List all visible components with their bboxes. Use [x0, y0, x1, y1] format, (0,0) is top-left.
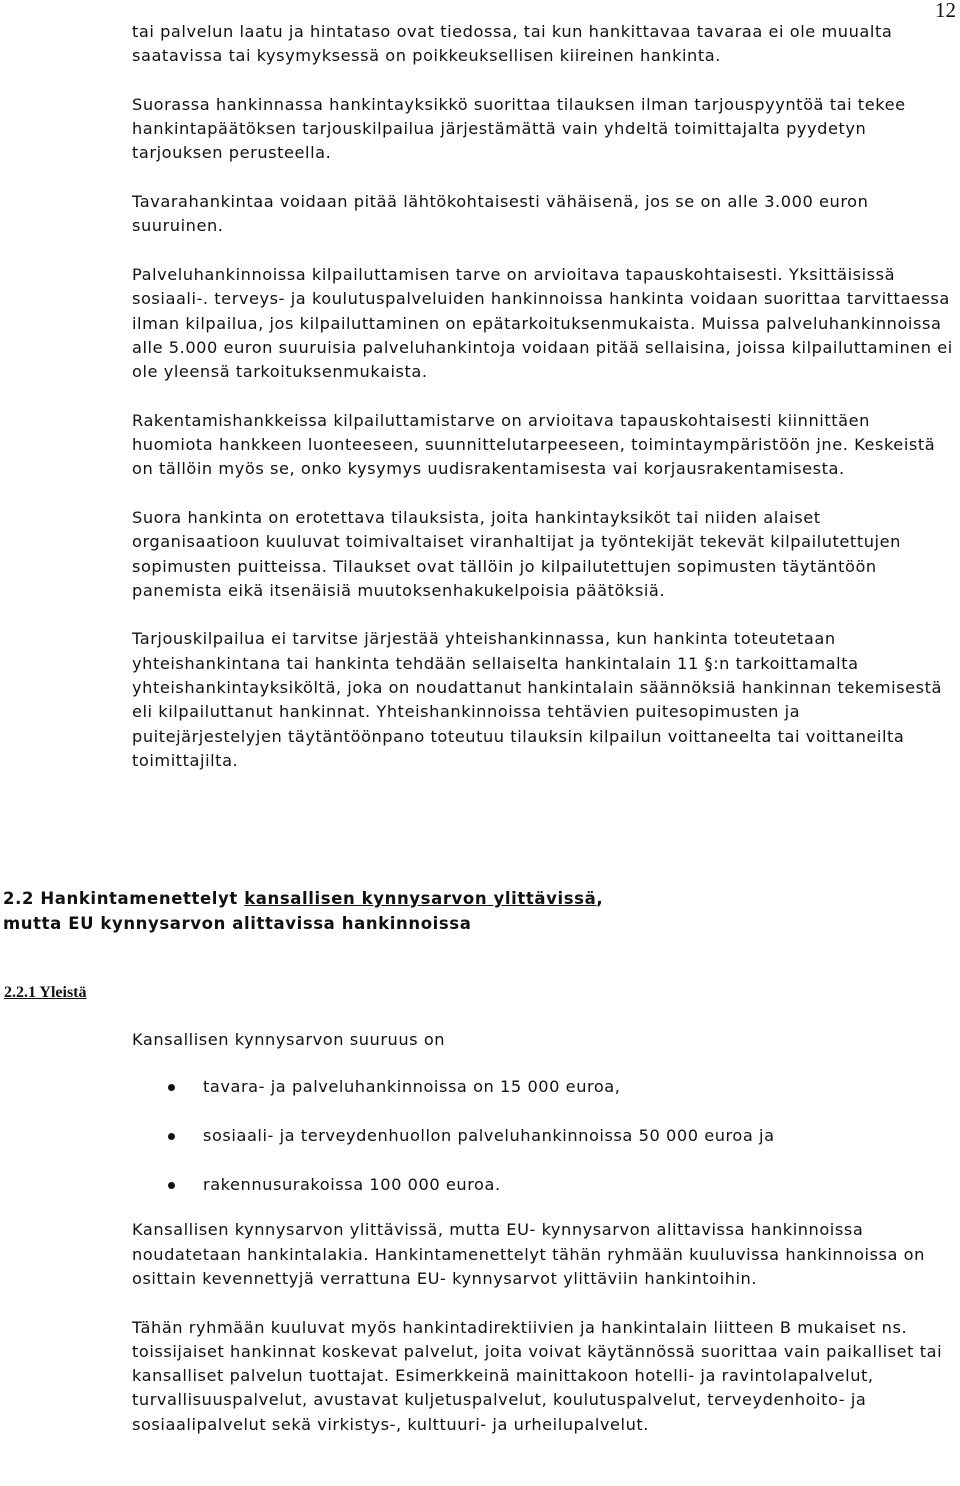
heading-line-2: mutta EU kynnysarvon alittavissa hankinnoissa — [3, 913, 472, 933]
paragraph: Kansallisen kynnysarvon ylittävissä, mutta EU- kynnysarvon alittavissa hankinnoissa noudatetaan hankintalakia. Hankintamenettelyt tähän ryhmään kuuluvissa hankinnoissa on osittain kevennettyjä verrattuna EU- kynnysarvot ylittäviin hankintoihin. — [132, 1220, 925, 1288]
paragraph: Suorassa hankinnassa hankintayksikkö suorittaa tilauksen ilman tarjouspyyntöä tai tekee hankintapäätöksen tarjouskilpailua järjestämättä vain yhdeltä toimittajalta pyydetyn tarjouksen perusteella. — [132, 94, 906, 163]
section-heading-2-2 — [3, 887, 903, 936]
heading-prefix: 2.2 Hankintamenettelyt — [3, 889, 245, 908]
page-number: 12 — [935, 0, 956, 22]
list-item: sosiaali- ja terveydenhuollon palveluhankinnoissa 50 000 euroa ja — [132, 1124, 954, 1148]
section-heading-2-2-1: 2.2.1 Yleistä — [4, 984, 87, 1001]
intro-paragraph: Kansallisen kynnysarvon suuruus on — [132, 1030, 446, 1049]
list-item: tavara- ja palveluhankinnoissa on 15 000 euroa, — [132, 1075, 954, 1099]
paragraph: Suora hankinta on erotettava tilauksista, joita hankintayksiköt tai niiden alaiset organisaatioon kuuluvat toimivaltaiset viranhaltijat ja työntekijät tekevät kilpailutettujen sopimusten puitteissa. Tilaukset ovat tällöin jo kilpailutettujen sopimusten täytäntöön panemista eikä itsenäisiä muutoksenhakukelpoisia päätöksiä. — [132, 507, 901, 600]
paragraph: Tähän ryhmään kuuluvat myös hankintadirektiivien ja hankintalain liitteen B mukaiset ns. toissijaiset hankinnat koskevat palvelut, joita voivat käytännössä suorittaa vain paikalliset tai kansalliset palvelun tuottajat. Esimerkkeinä mainittakoon hotelli- ja ravintolapalvelut, turvallisuuspalvelut, avustavat kuljetuspalvelut, koulutuspalvelut, terveydenhoito- ja sosiaalipalvelut sekä virkistys-, kulttuuri- ja urheilupalvelut. — [132, 1317, 943, 1434]
paragraph: Palveluhankinnoissa kilpailuttamisen tarve on arvioitava tapauskohtaisesti. Yksittäisissä sosiaali-. terveys- ja koulutuspalveluiden hankinnoissa hankinta voidaan suorittaa tarvittaessa ilman kilpailua, jos kilpailuttaminen on epätarkoituksenmukaista. Muissa palveluhankinnoissa alle 5.000 euron suuruisia palveluhankintoja voidaan pitää sellaisina, joissa kilpailuttaminen ei ole yleensä tarkoituksenmukaista. — [132, 264, 953, 382]
paragraph: Tarjouskilpailua ei tarvitse järjestää yhteishankinnassa, kun hankinta toteutetaan yhteishankintana tai hankinta tehdään sellaiselta hankintalain 11 §:n tarkoittamalta yhteishankintayksiköltä, joka on noudattanut hankintalain säännöksiä hankinnan tekemisestä eli kilpailuttanut hankinnat. Yhteishankinnoissa tehtävien puitesopimusten ja puitejärjestelyjen täytäntöönpano toteutuu tilauksin kilpailun voittaneelta tai voittaneilta toimittajilta. — [132, 629, 942, 770]
threshold-list — [132, 1075, 954, 1197]
bullet-icon — [168, 1182, 175, 1189]
body-text-top — [132, 20, 954, 773]
heading-suffix: , — [596, 889, 604, 908]
paragraph: Rakentamishankkeissa kilpailuttamistarve on arvioitava tapauskohtaisesti kiinnittäen huomiota hankkeen luonteeseen, suunnittelutarpeeseen, toimintaympäristöön jne. Keskeistä on tällöin myös se, onko kysymys uudisrakentamisesta vai korjausrakentamisesta. — [132, 410, 936, 479]
paragraph: Tavarahankintaa voidaan pitää lähtökohtaisesti vähäisenä, jos se on alle 3.000 euron suuruinen. — [132, 192, 869, 236]
bullet-icon — [168, 1084, 175, 1091]
paragraph: tai palvelun laatu ja hintataso ovat tiedossa, tai kun hankittavaa tavaraa ei ole muualta saatavissa tai kysymyksessä on poikkeuksellisen kiireinen hankinta. — [132, 22, 893, 66]
list-item: rakennusurakoissa 100 000 euroa. — [132, 1173, 954, 1197]
heading-underlined: kansallisen kynnysarvon ylittävissä — [244, 889, 597, 908]
body-text-bottom — [132, 1028, 954, 1437]
bullet-icon — [168, 1133, 175, 1140]
